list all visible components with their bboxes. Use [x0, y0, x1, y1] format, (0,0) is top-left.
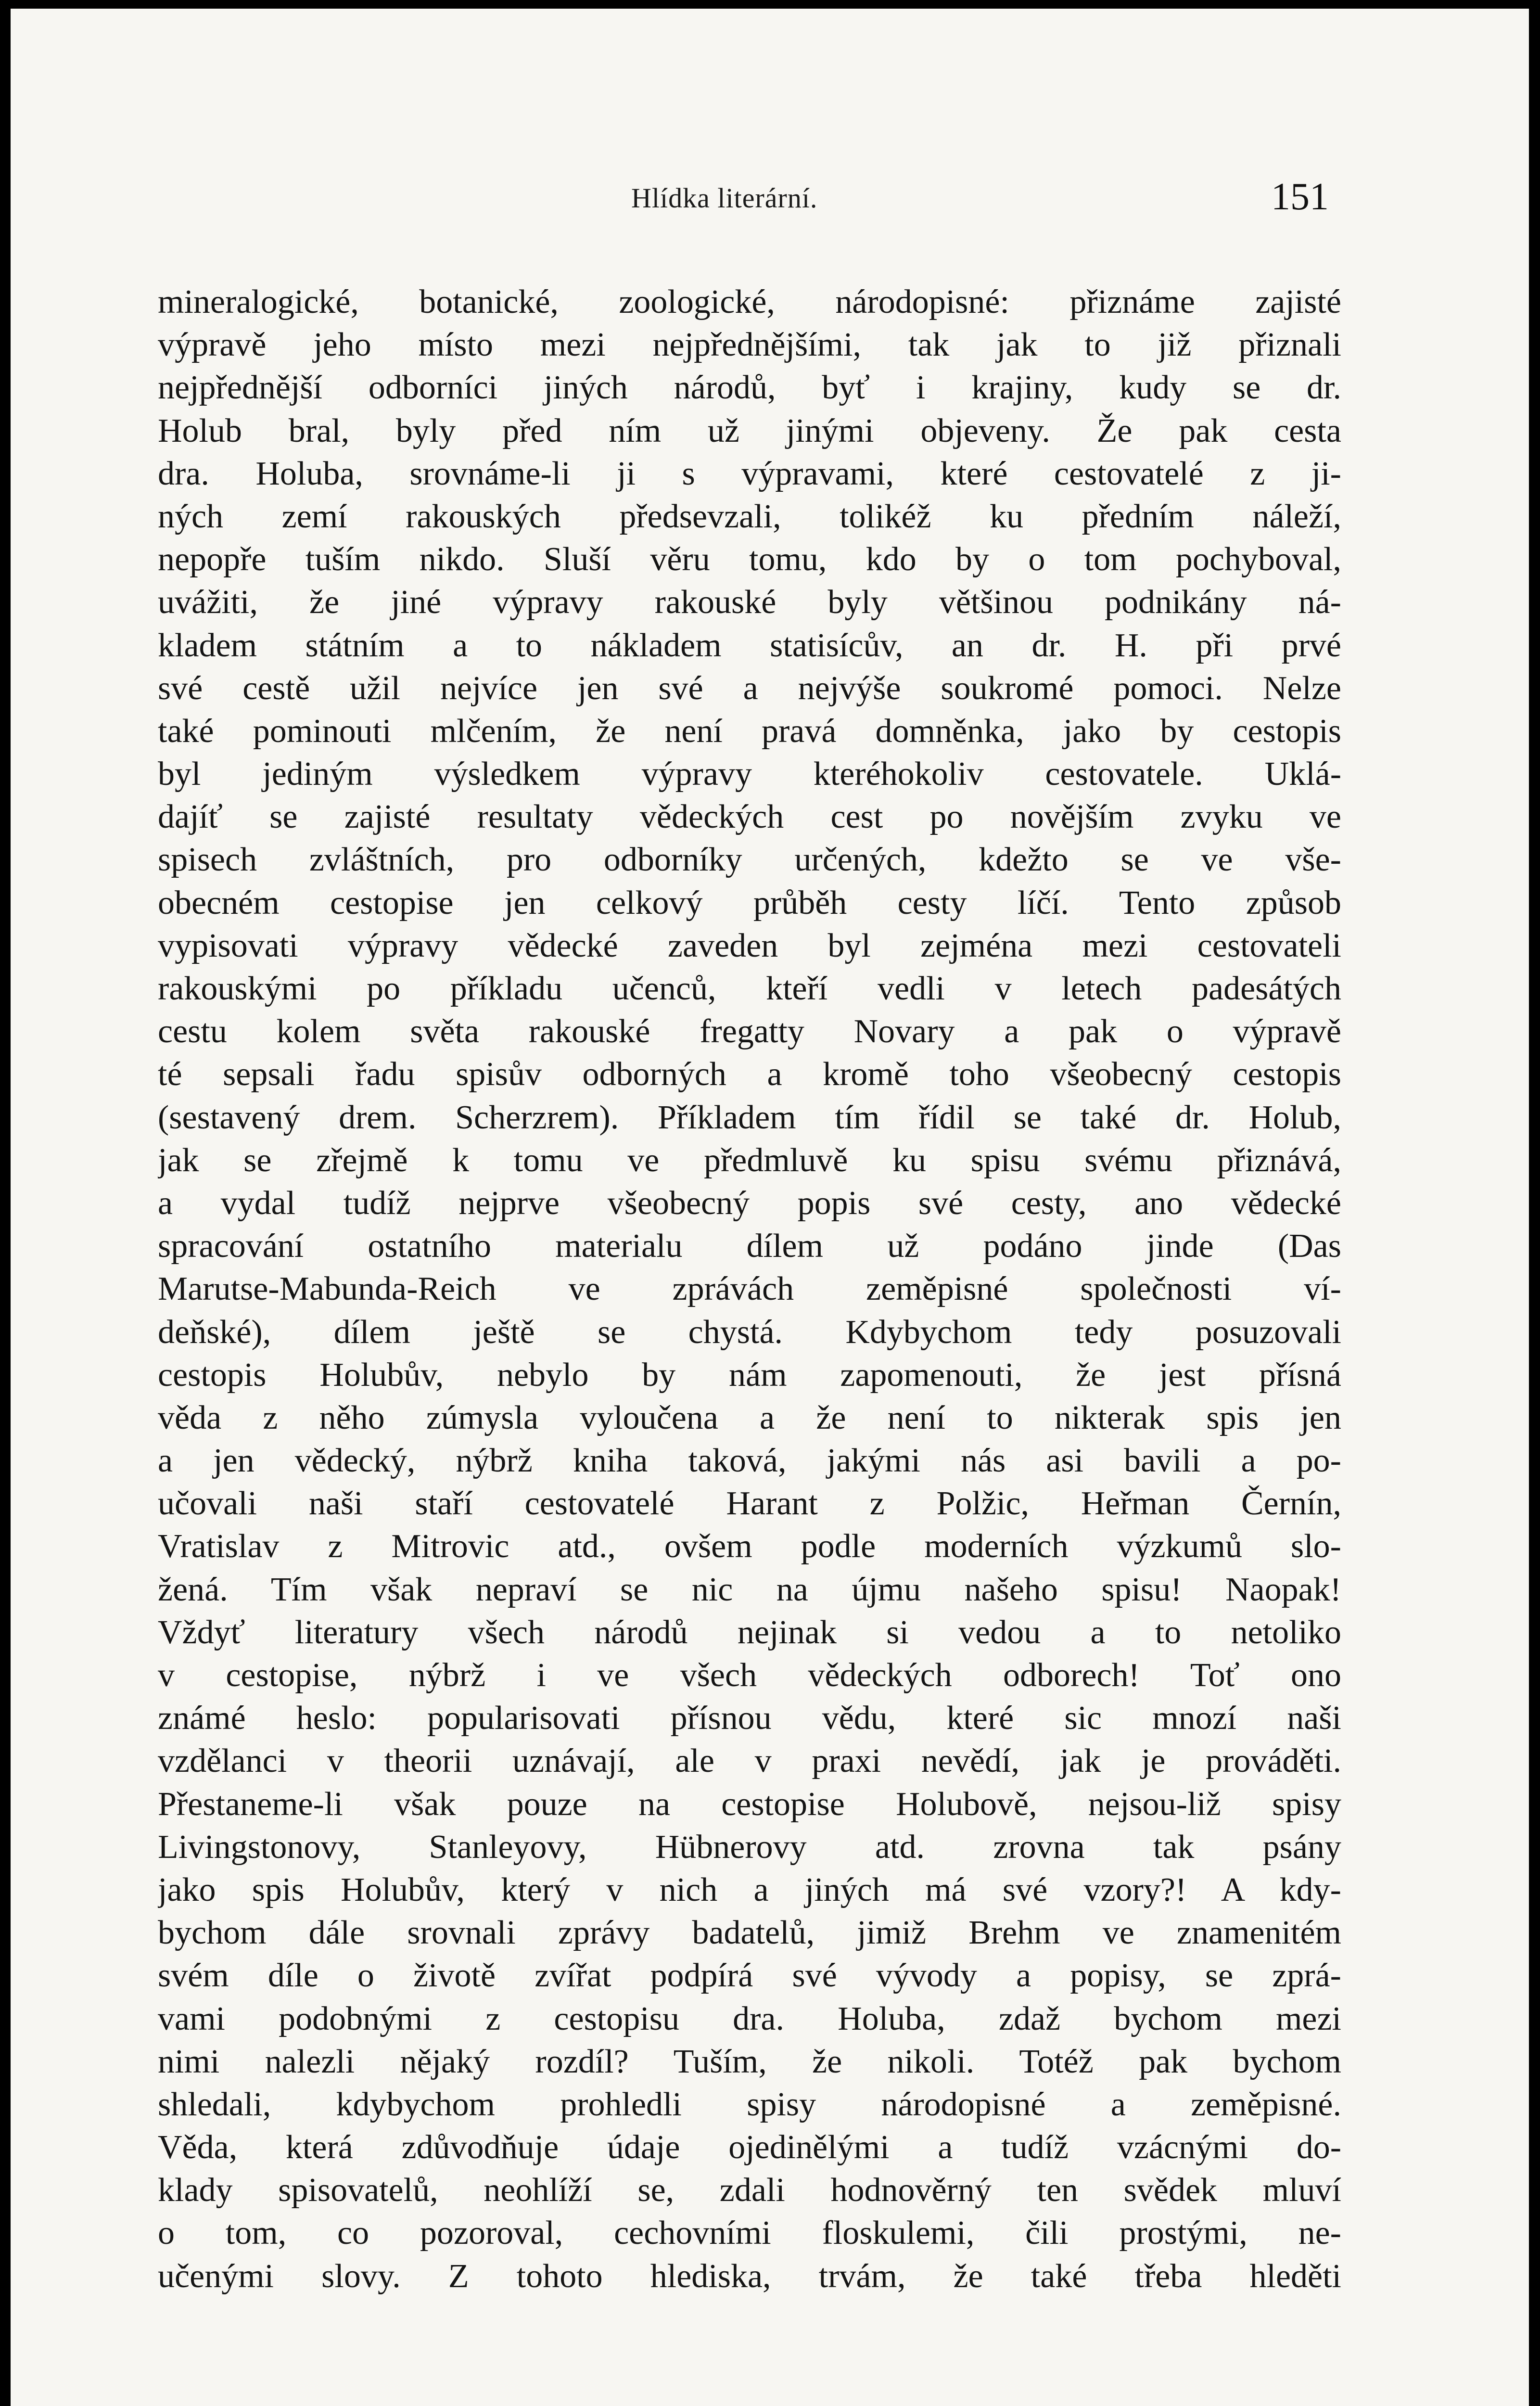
text-line: Věda, která zdůvodňuje údaje ojedinělými a tudíž vzácnými do- — [158, 2129, 1341, 2166]
text-line: bychom dále srovnali zprávy badatelů, jimiž Brehm ve znamenitém — [158, 1914, 1341, 1952]
text-line: Přestaneme-li však pouze na cestopise Holubově, nejsou-liž spisy — [158, 1785, 1341, 1823]
text-line: jako spis Holubův, který v nich a jiných má své vzory?! A kdy- — [158, 1871, 1341, 1908]
text-line: vypisovati výpravy vědecké zaveden byl zejména mezi cestovateli — [158, 927, 1341, 964]
text-line: dajíť se zajisté resultaty vědeckých cest po novějším zvyku ve — [158, 798, 1341, 836]
text-line: výpravě jeho místo mezi nejpřednějšími, tak jak to již přiznali — [158, 326, 1341, 364]
text-line: Livingstonovy, Stanleyovy, Hübnerovy atd. zrovna tak psány — [158, 1828, 1341, 1866]
text-line: mineralogické, botanické, zoologické, národopisné: přiznáme zajisté — [158, 283, 1341, 320]
text-line: vzdělanci v theorii uznávají, ale v praxi nevědí, jak je prováděti. — [158, 1742, 1341, 1780]
text-line: uvážiti, že jiné výpravy rakouské byly většinou podnikány ná- — [158, 584, 1341, 621]
text-line: učenými slovy. Z tohoto hlediska, trvám, že také třeba hleděti — [158, 2257, 1341, 2295]
text-line: svém díle o životě zvířat podpírá své vývody a popisy, se zprá- — [158, 1957, 1341, 1995]
text-line: své cestě užil nejvíce jen své a nejvýše soukromé pomoci. Nelze — [158, 669, 1341, 707]
text-line: věda z něho zúmysla vyloučena a že není to nikterak spis jen — [158, 1399, 1341, 1436]
text-line: nimi nalezli nějaký rozdíl? Tuším, že nikoli. Totéž pak bychom — [158, 2043, 1341, 2080]
text-line: obecném cestopise jen celkový průběh cesty líčí. Tento způsob — [158, 884, 1341, 921]
text-line: shledali, kdybychom prohledli spisy národopisné a zeměpisné. — [158, 2086, 1341, 2123]
text-line: Vratislav z Mitrovic atd., ovšem podle moderních výzkumů slo- — [158, 1528, 1341, 1565]
text-line: byl jediným výsledkem výpravy kteréhokoliv cestovatele. Uklá- — [158, 755, 1341, 793]
book-page — [11, 9, 1529, 2406]
text-line: (sestavený drem. Scherzrem). Příkladem tím řídil se také dr. Holub, — [158, 1099, 1341, 1136]
text-line: a jen vědecký, nýbrž kniha taková, jakými nás asi bavili a po- — [158, 1442, 1341, 1480]
text-line: Vždyť literatury všech národů nejinak si vedou a to netoliko — [158, 1613, 1341, 1651]
running-title: Hlídka literární. — [631, 182, 818, 214]
text-line: ných zemí rakouských předsevzali, tolikéž ku předním náleží, — [158, 498, 1341, 535]
text-line: o tom, co pozoroval, cechovními floskulemi, čili prostými, ne- — [158, 2214, 1341, 2252]
text-line: Marutse-Mabunda-Reich ve zprávách zeměpisné společnosti ví- — [158, 1270, 1341, 1308]
body-text — [158, 281, 1341, 2298]
text-line: kladem státním a to nákladem statisícův, an dr. H. při prvé — [158, 627, 1341, 664]
text-line: té sepsali řadu spisův odborných a kromě toho všeobecný cestopis — [158, 1056, 1341, 1093]
text-line: také pominouti mlčením, že není pravá domněnka, jako by cestopis — [158, 712, 1341, 750]
text-line: známé heslo: popularisovati přísnou vědu, které sic mnozí naši — [158, 1700, 1341, 1737]
text-line: nejpřednější odborníci jiných národů, byť i krajiny, kudy se dr. — [158, 369, 1341, 407]
text-line: spisech zvláštních, pro odborníky určených, kdežto se ve vše- — [158, 841, 1341, 879]
text-line: cestopis Holubův, nebylo by nám zapomenouti, že jest přísná — [158, 1356, 1341, 1394]
text-line: vami podobnými z cestopisu dra. Holuba, zdaž bychom mezi — [158, 2000, 1341, 2037]
text-line: dra. Holuba, srovnáme-li ji s výpravami, které cestovatelé z ji- — [158, 455, 1341, 492]
text-line: Holub bral, byly před ním už jinými objeveny. Že pak cesta — [158, 412, 1341, 449]
text-line: nepopře tuším nikdo. Sluší věru tomu, kdo by o tom pochyboval, — [158, 541, 1341, 578]
text-line: učovali naši staří cestovatelé Harant z Polžic, Heřman Černín, — [158, 1485, 1341, 1523]
text-line: rakouskými po příkladu učenců, kteří vedli v letech padesátých — [158, 970, 1341, 1007]
text-line: spracování ostatního materialu dílem už podáno jinde (Das — [158, 1228, 1341, 1265]
text-line: cestu kolem světa rakouské fregatty Novary a pak o výpravě — [158, 1013, 1341, 1050]
text-line: jak se zřejmě k tomu ve předmluvě ku spisu svému přiznává, — [158, 1141, 1341, 1179]
text-line: žená. Tím však nepraví se nic na újmu našeho spisu! Naopak! — [158, 1571, 1341, 1608]
text-line: klady spisovatelů, neohlíží se, zdali hodnověrný ten svědek mluví — [158, 2172, 1341, 2209]
text-line: v cestopise, nýbrž i ve všech vědeckých odborech! Toť ono — [158, 1657, 1341, 1694]
text-line: a vydal tudíž nejprve všeobecný popis své cesty, ano vědecké — [158, 1184, 1341, 1222]
page-number: 151 — [1271, 176, 1329, 218]
page-header — [11, 176, 1529, 225]
text-line: deňské), dílem ještě se chystá. Kdybychom tedy posuzovali — [158, 1313, 1341, 1351]
